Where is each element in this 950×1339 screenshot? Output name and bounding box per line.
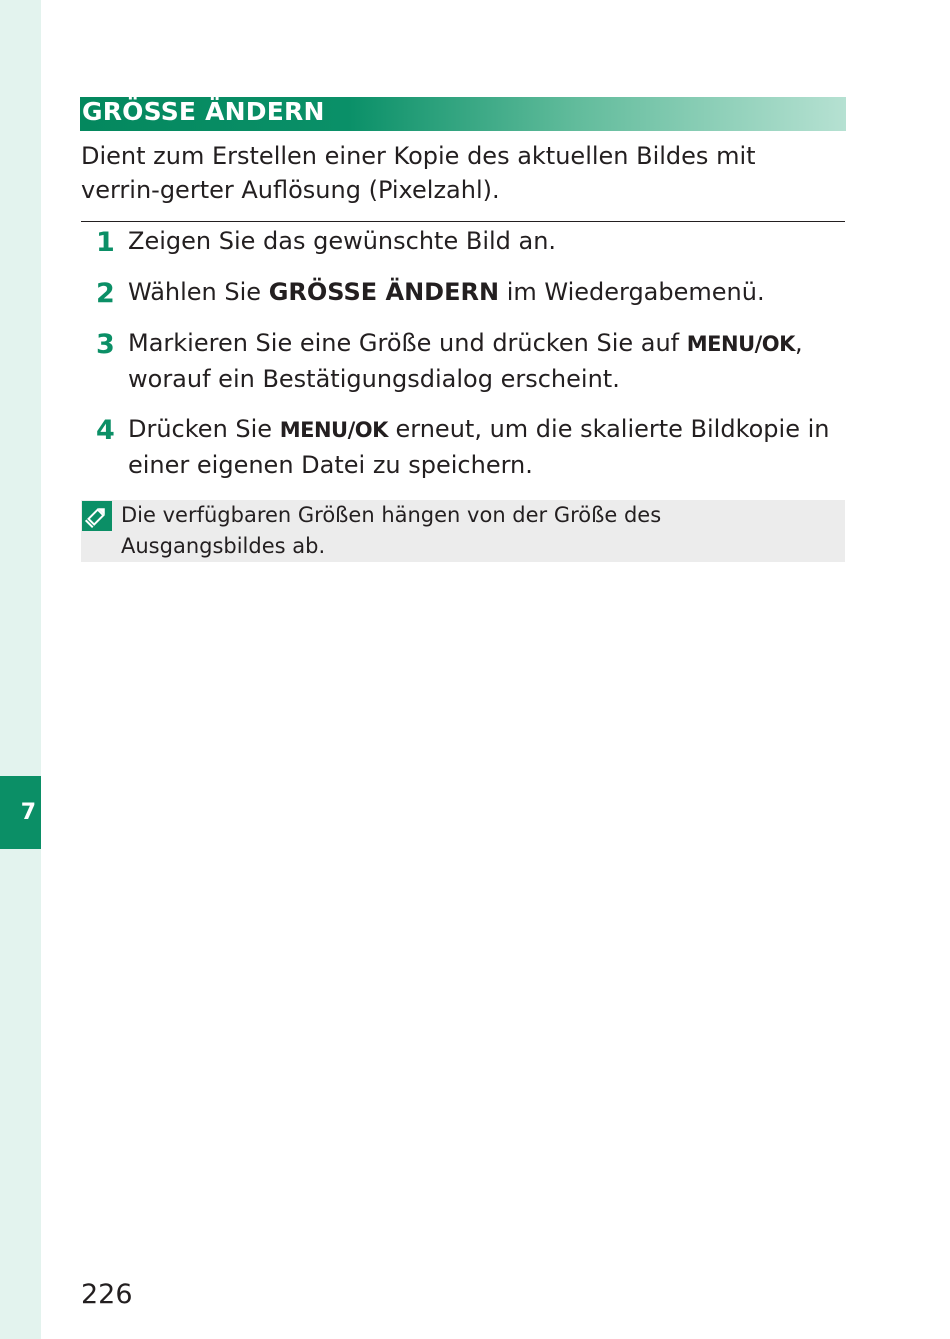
section-title: GRÖSSE ÄNDERN [82, 97, 325, 126]
menu-item-name: GRÖSSE ÄNDERN [268, 278, 500, 306]
step-text-before: Wählen Sie [128, 278, 269, 306]
section-header [80, 97, 846, 131]
step-number: 3 [96, 329, 115, 360]
step-text-after: im Wiedergabemenü. [499, 278, 765, 306]
step-number: 1 [96, 227, 115, 258]
note-pencil-icon [82, 501, 112, 531]
side-margin-strip [0, 0, 41, 1339]
button-label-menu-ok: MENU/OK [686, 332, 795, 356]
step-text [128, 412, 848, 483]
step-number: 2 [96, 278, 115, 309]
button-label-menu-ok: MENU/OK [279, 418, 388, 442]
step-text-before: Markieren Sie eine Größe und drücken Sie auf [128, 329, 687, 357]
step-number: 4 [96, 415, 115, 446]
page-number: 226 [81, 1279, 133, 1310]
note-box [81, 500, 845, 562]
step-text [128, 275, 848, 310]
step-text: Zeigen Sie das gewünschte Bild an. [128, 227, 557, 255]
section-intro: Dient zum Erstellen einer Kopie des aktuellen Bildes mit verrin-gerter Auflösung (Pixelzahl). [81, 142, 756, 204]
divider-rule [81, 221, 845, 222]
chapter-tab [0, 776, 41, 849]
step-text-before: Drücken Sie [128, 415, 280, 443]
step-text-after: , worauf ein Bestätigungsdialog erscheint. [128, 329, 803, 393]
chapter-tab-number: 7 [20, 800, 36, 825]
step-text-after: erneut, um die skalierte Bildkopie in einer eigenen Datei zu speichern. [128, 415, 830, 479]
step-text [128, 326, 848, 397]
note-text: Die verfügbaren Größen hängen von der Größe des Ausgangsbildes ab. [121, 503, 662, 558]
